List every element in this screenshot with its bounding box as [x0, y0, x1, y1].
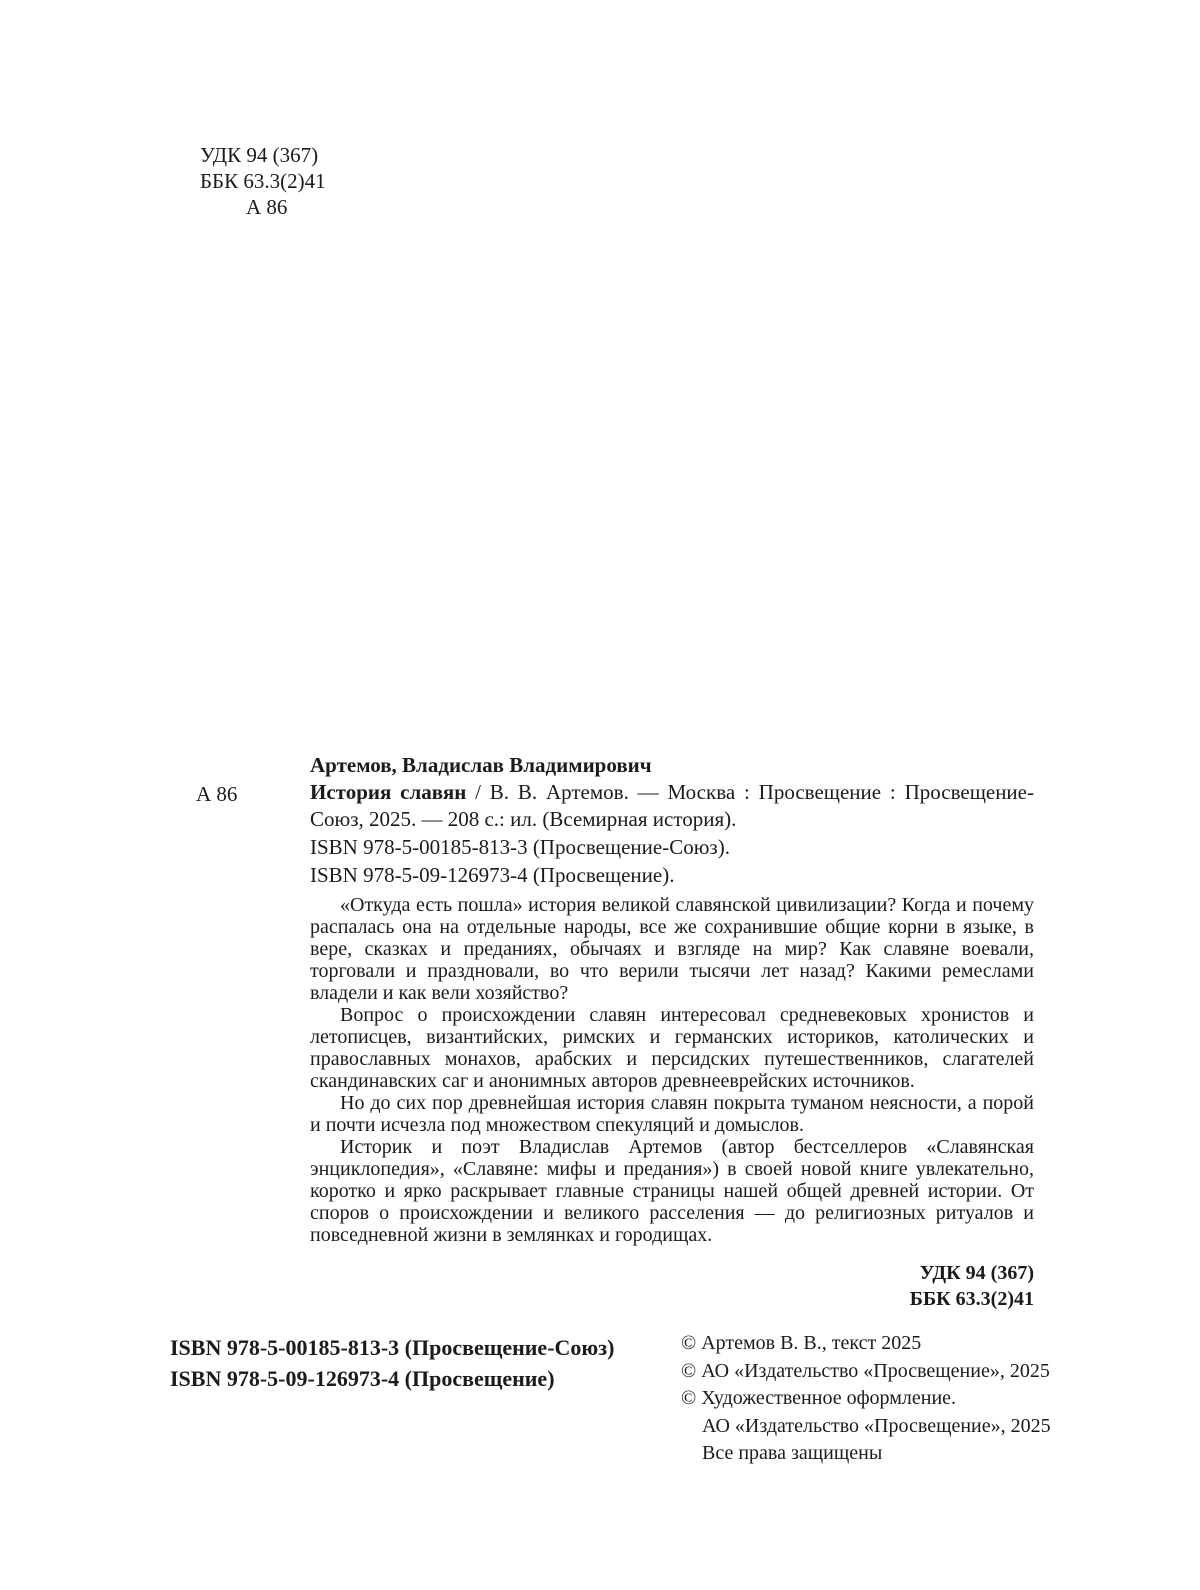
copyright-block — [681, 1330, 1051, 1468]
isbn-line-1: ISBN 978-5-00185-813-3 (Просвещение-Союз). — [310, 835, 730, 859]
isbn-line-2: ISBN 978-5-09-126973-4 (Просвещение). — [310, 863, 675, 887]
annotation-paragraph-1: «Откуда есть пошла» история великой славянской цивилизации? Когда и почему распалась она на отдельные народы, все же сохранившие общие корни в языке, в вере, сказках и преданиях, обычаях и взгляде на мир? Как славяне воевали, торговали и праздновали, во что верили тысячи лет назад? Какими ремеслами владели и как вели хозяйство? — [310, 894, 1034, 1004]
author-sign-margin: А 86 — [196, 782, 238, 806]
author-sign-top: А 86 — [246, 195, 288, 219]
bibliographic-description — [310, 779, 1034, 833]
copyright-line-author: © Артемов В. В., текст 2025 — [681, 1332, 922, 1354]
catalog-card-content — [310, 752, 1034, 1312]
classification-block — [200, 142, 326, 220]
bbk-code-right: ББК 63.3(2)41 — [909, 1288, 1034, 1310]
annotation-paragraph-3: Но до сих пор древнейшая история славян покрыта туманом неясности, а порой и почти исчезла под множеством спекуляций и домыслов. — [310, 1092, 1034, 1136]
annotation-paragraph-4: Историк и поэт Владислав Артемов (автор бестселлеров «Славянская энциклопедия», «Славяне: мифы и предания») в своей новой книге увлекательно, коротко и ярко раскрывает главные страницы нашей общей древней истории. От споров о происхождении и великого расселения — до религиозных ритуалов и повседневной жизни в землянках и городищах. — [310, 1136, 1034, 1246]
copyright-line-design-publisher: АО «Издательство «Просвещение», 2025 — [702, 1414, 1051, 1437]
copyright-line-design: © Художественное оформление. — [681, 1387, 957, 1409]
udk-code-top: УДК 94 (367) — [200, 143, 319, 167]
classification-block-right — [310, 1260, 1034, 1312]
footer-isbn-line-1: ISBN 978-5-00185-813-3 (Просвещение-Союз) — [170, 1335, 615, 1360]
udk-code-right: УДК 94 (367) — [919, 1262, 1034, 1284]
copyright-line-publisher: © АО «Издательство «Просвещение», 2025 — [681, 1359, 1050, 1382]
footer-isbn-block — [170, 1332, 614, 1394]
book-title: История славян — [310, 780, 467, 804]
author-heading: Артемов, Владислав Владимирович — [310, 753, 652, 777]
annotation-paragraph-2: Вопрос о происхождении славян интересовал средневековых хронистов и летописцев, византийских, римских и германских историков, католических и православных монахов, арабских и персидских путешественников, слагателей скандинавских саг и анонимных авторов древнееврейских источников. — [310, 1004, 1034, 1092]
footer-isbn-line-2: ISBN 978-5-09-126973-4 (Просвещение) — [170, 1366, 555, 1391]
bbk-code-top: ББК 63.3(2)41 — [200, 169, 326, 193]
copyright-line-rights: Все права защищены — [702, 1442, 883, 1464]
bibliographic-description-rest: / В. В. Артемов. — Москва : Просвещение : Просвещение-Союз, 2025. — 208 с.: ил. (Всемирная история). — [310, 780, 1034, 831]
catalog-card — [196, 752, 1036, 1312]
